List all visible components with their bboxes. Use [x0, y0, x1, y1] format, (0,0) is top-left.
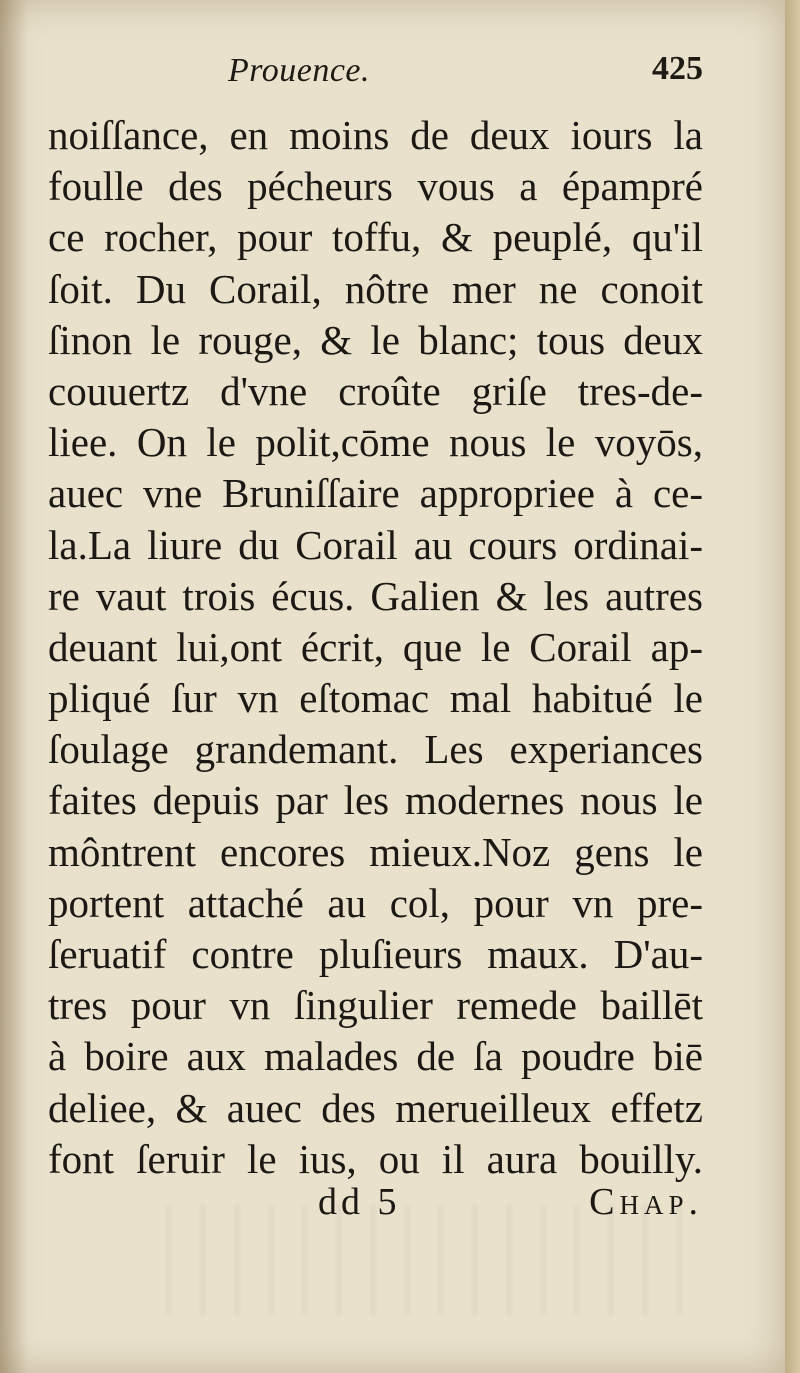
- page-number: 425: [652, 50, 703, 87]
- page-header: [48, 46, 703, 106]
- running-head: Prouence.: [228, 52, 371, 89]
- text-line: portent attaché au col, pour vn pre-: [48, 879, 703, 926]
- text-line: liee. On le polit,cōme nous le voyōs,: [48, 419, 703, 466]
- text-line: la.La liure du Corail au cours ordinai-: [48, 521, 703, 568]
- text-line: ſeruatif contre pluſieurs maux. D'au-: [48, 931, 703, 977]
- page-gutter-shadow: [0, 0, 28, 1373]
- text-line: ſoit. Du Corail, nôtre mer ne conoit: [48, 265, 703, 312]
- text-line: couuertz d'vne croûte griſe tres-de-: [48, 367, 703, 414]
- bleed-through-texture: [150, 1205, 710, 1315]
- text-line: font ſeruir le ius, ou il aura bouilly.: [48, 1135, 703, 1182]
- text-line: ſoulage grandemant. Les experiances: [48, 726, 703, 773]
- text-line: deuant lui,ont écrit, que le Corail ap-: [48, 623, 703, 670]
- text-line: foulle des pécheurs vous a épampré: [48, 163, 703, 210]
- catchword: Chap.: [589, 1181, 703, 1223]
- text-line: faites depuis par les modernes nous le: [48, 777, 703, 824]
- body-text: [48, 110, 703, 1185]
- text-line: môntrent encores mieux.Noz gens le: [48, 828, 703, 875]
- text-line: re vaut trois écus. Galien & les autres: [48, 572, 703, 619]
- page-edge: [785, 0, 800, 1373]
- text-line: à boire aux malades de ſa poudre biē: [48, 1033, 703, 1080]
- text-line: ce rocher, pour toffu, & peuplé, qu'il: [48, 214, 703, 261]
- text-line: noiſſance, en moins de deux iours la: [48, 112, 703, 158]
- text-line: pliqué ſur vn eſtomac mal habitué le: [48, 675, 703, 722]
- signature-mark: dd 5: [318, 1181, 401, 1223]
- text-line: deliee, & auec des merueilleux effetz: [48, 1084, 703, 1131]
- text-line: auec vne Bruniſſaire appropriee à ce-: [48, 470, 703, 517]
- text-line: tres pour vn ſingulier remede baillēt: [48, 982, 703, 1029]
- text-line: ſinon le rouge, & le blanc; tous deux: [48, 316, 703, 363]
